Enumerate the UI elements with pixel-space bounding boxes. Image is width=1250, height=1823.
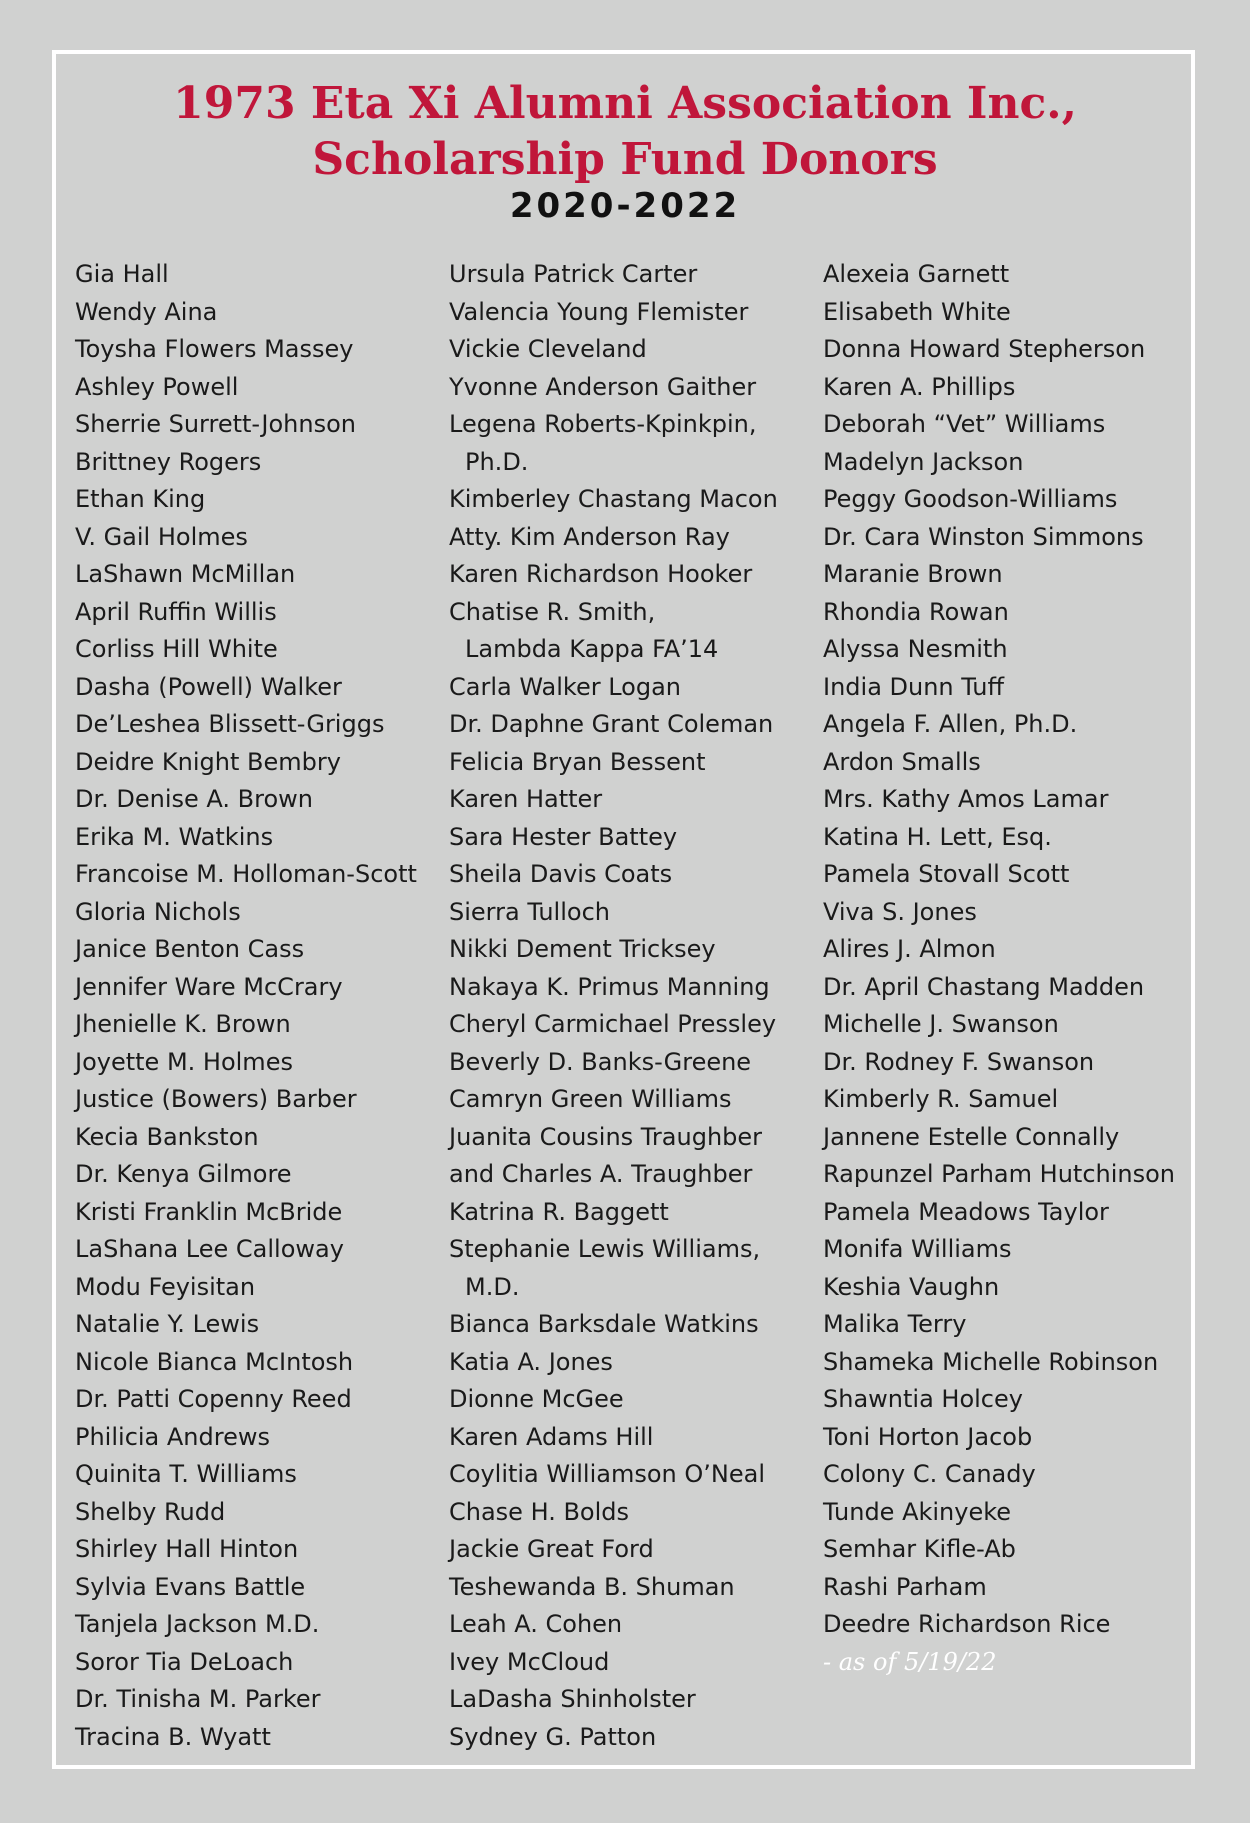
donor-name: Juanita Cousins Traughber <box>449 1122 763 1151</box>
donor-name: Ashley Powell <box>75 372 239 401</box>
donor-name: V. Gail Holmes <box>75 522 248 551</box>
donor-name: Dr. Rodney F. Swanson <box>823 1047 1095 1076</box>
donor-name: Bianca Barksdale Watkins <box>449 1310 759 1338</box>
donor-name: Monifa Williams <box>823 1235 1012 1263</box>
donor-name: Wendy Aina <box>75 297 218 326</box>
donor-name: Michelle J. Swanson <box>823 1010 1059 1038</box>
donor-name: Ursula Patrick Carter <box>449 260 698 288</box>
donor-name: Jannene Estelle Connally <box>823 1122 1120 1151</box>
donor-name: Atty. Kim Anderson Ray <box>449 522 730 551</box>
donor-name: Semhar Kifle-Ab <box>823 1535 1016 1563</box>
donor-name: Toni Horton Jacob <box>823 1422 1033 1451</box>
donor-name: Ethan King <box>75 485 206 513</box>
donor-name: Erika M. Watkins <box>75 822 274 851</box>
donor-name: Dr. Tinisha M. Parker <box>75 1685 321 1713</box>
donor-column-1 <box>75 256 417 1756</box>
donor-name: Valencia Young Flemister <box>449 297 749 326</box>
donor-name: Rapunzel Parham Hutchinson <box>823 1160 1175 1188</box>
donor-name-continued: Lambda Kappa FA’14 <box>465 635 719 663</box>
donor-column-3 <box>823 256 1175 1681</box>
donor-name: Dr. April Chastang Madden <box>823 972 1145 1001</box>
donor-name: Ardon Smalls <box>823 747 981 776</box>
donor-name: Jhenielle K. Brown <box>75 1010 291 1038</box>
donor-name: Dr. Denise A. Brown <box>75 785 314 813</box>
donor-name: Kimberly R. Samuel <box>823 1085 1059 1113</box>
as-of-date-note: - as of 5/19/22 <box>823 1647 997 1676</box>
donor-name: Francoise M. Holloman-Scott <box>75 860 417 888</box>
donor-name: Cheryl Carmichael Pressley <box>449 1010 777 1038</box>
donor-name: Rhondia Rowan <box>823 597 1009 626</box>
donor-name: LaShana Lee Calloway <box>75 1235 344 1263</box>
donor-name: Kristi Franklin McBride <box>75 1197 343 1226</box>
donor-name: Corliss Hill White <box>75 635 278 663</box>
donor-name: Kimberley Chastang Macon <box>449 485 778 513</box>
donor-name: Justice (Bowers) Barber <box>75 1085 357 1113</box>
donor-name: Toysha Flowers Massey <box>75 335 354 363</box>
donor-name: LaDasha Shinholster <box>449 1685 696 1713</box>
donor-name: Sylvia Evans Battle <box>75 1572 306 1601</box>
donor-name: Pamela Stovall Scott <box>823 860 1070 888</box>
donor-name: Chatise R. Smith, <box>449 597 656 626</box>
donor-name: Shameka Michelle Robinson <box>823 1347 1159 1376</box>
title-line-2: Scholarship Fund Donors <box>312 134 938 185</box>
donor-name-continued: M.D. <box>465 1272 520 1301</box>
donor-name: LaShawn McMillan <box>75 560 296 588</box>
donor-name: Dr. Daphne Grant Coleman <box>449 710 774 738</box>
donor-name: Keshia Vaughn <box>823 1272 1000 1301</box>
donor-name: Camryn Green Williams <box>449 1085 732 1113</box>
donor-name: Dr. Patti Copenny Reed <box>75 1385 352 1413</box>
donor-name: Modu Feyisitan <box>75 1272 256 1301</box>
donor-name: Philicia Andrews <box>75 1422 270 1451</box>
donor-name: Legena Roberts-Kpinkpin, <box>449 410 757 438</box>
donor-name: Ivey McCloud <box>449 1647 610 1676</box>
donor-name: Karen A. Phillips <box>823 372 1016 401</box>
donor-column-2 <box>449 256 778 1756</box>
donor-name: Mrs. Kathy Amos Lamar <box>823 785 1109 813</box>
donor-name: Karen Adams Hill <box>449 1422 654 1451</box>
donor-name: and Charles A. Traughber <box>449 1160 753 1188</box>
donor-name: Teshewanda B. Shuman <box>449 1572 735 1601</box>
donor-name: Tanjela Jackson M.D. <box>75 1610 320 1638</box>
donor-name: De’Leshea Blissett-Griggs <box>75 710 385 738</box>
donor-name: Stephanie Lewis Williams, <box>449 1235 761 1263</box>
donor-name: Gia Hall <box>75 260 169 288</box>
donor-name: Rashi Parham <box>823 1572 987 1601</box>
donor-name: Nicole Bianca McIntosh <box>75 1347 354 1376</box>
donor-name: Tunde Akinyeke <box>823 1497 1012 1526</box>
donor-name: India Dunn Tuff <box>823 672 1005 701</box>
donor-name: Chase H. Bolds <box>449 1497 630 1526</box>
donor-name: Dionne McGee <box>449 1385 624 1413</box>
donor-name: Coylitia Williamson O’Neal <box>449 1460 765 1488</box>
donor-name: Shawntia Holcey <box>823 1385 1023 1413</box>
donor-name: Nakaya K. Primus Manning <box>449 972 770 1001</box>
donor-name: Dr. Cara Winston Simmons <box>823 522 1144 551</box>
donor-name: Vickie Cleveland <box>449 335 647 363</box>
page-title <box>0 76 1250 188</box>
donor-name: Joyette M. Holmes <box>75 1047 293 1076</box>
year-range: 2020-2022 <box>509 186 741 226</box>
donor-name: Deedre Richardson Rice <box>823 1610 1111 1638</box>
donor-name: Katina H. Lett, Esq. <box>823 822 1052 851</box>
donor-name: Alyssa Nesmith <box>823 635 1008 663</box>
donor-name: April Ruffin Willis <box>75 597 277 626</box>
donor-name: Maranie Brown <box>823 560 1003 588</box>
donor-name: Katia A. Jones <box>449 1347 613 1376</box>
donor-name: Gloria Nichols <box>75 897 241 926</box>
donor-name: Viva S. Jones <box>823 897 977 926</box>
donor-name: Madelyn Jackson <box>823 447 1024 476</box>
donor-name: Brittney Rogers <box>75 447 262 476</box>
donor-name: Colony C. Canady <box>823 1460 1036 1488</box>
donor-name: Alexeia Garnett <box>823 260 1010 288</box>
donor-name: Beverly D. Banks-Greene <box>449 1047 752 1076</box>
donor-name: Katrina R. Baggett <box>449 1197 669 1226</box>
donor-name: Malika Terry <box>823 1310 967 1338</box>
donor-name: Carla Walker Logan <box>449 672 681 701</box>
donor-name: Jennifer Ware McCrary <box>75 972 343 1001</box>
donor-name: Sydney G. Patton <box>449 1722 657 1751</box>
donor-name: Alires J. Almon <box>823 935 996 963</box>
donor-name: Karen Richardson Hooker <box>449 560 753 588</box>
donor-name: Dr. Kenya Gilmore <box>75 1160 292 1188</box>
title-line-1: 1973 Eta Xi Alumni Association Inc., <box>173 78 1077 129</box>
donor-name: Tracina B. Wyatt <box>75 1722 271 1751</box>
donor-name: Shelby Rudd <box>75 1497 226 1526</box>
donor-name: Donna Howard Stepherson <box>823 335 1146 363</box>
donor-name: Kecia Bankston <box>75 1122 259 1151</box>
donor-name: Sierra Tulloch <box>449 897 610 926</box>
donor-name: Karen Hatter <box>449 785 603 813</box>
donor-name: Deborah “Vet” Williams <box>823 410 1106 438</box>
donor-name: Yvonne Anderson Gaither <box>449 372 757 401</box>
donor-name: Janice Benton Cass <box>75 935 305 963</box>
donor-name: Quinita T. Williams <box>75 1460 297 1488</box>
donor-name: Felicia Bryan Bessent <box>449 747 706 776</box>
donor-name: Natalie Y. Lewis <box>75 1310 260 1338</box>
donor-name: Leah A. Cohen <box>449 1610 623 1638</box>
donor-name: Nikki Dement Tricksey <box>449 935 716 963</box>
donor-name: Dasha (Powell) Walker <box>75 672 342 701</box>
donor-name: Deidre Knight Bembry <box>75 747 341 776</box>
donor-name: Jackie Great Ford <box>449 1535 654 1563</box>
donor-name: Pamela Meadows Taylor <box>823 1197 1109 1226</box>
donor-name: Soror Tia DeLoach <box>75 1647 294 1676</box>
donor-name: Elisabeth White <box>823 297 1011 326</box>
donor-name: Sheila Davis Coats <box>449 860 673 888</box>
donor-name: Shirley Hall Hinton <box>75 1535 299 1563</box>
donor-name: Peggy Goodson-Williams <box>823 485 1118 513</box>
donor-name: Sara Hester Battey <box>449 822 678 851</box>
donor-name: Sherrie Surrett-Johnson <box>75 410 356 438</box>
donor-name-continued: Ph.D. <box>465 447 529 476</box>
donor-name: Angela F. Allen, Ph.D. <box>823 710 1078 738</box>
